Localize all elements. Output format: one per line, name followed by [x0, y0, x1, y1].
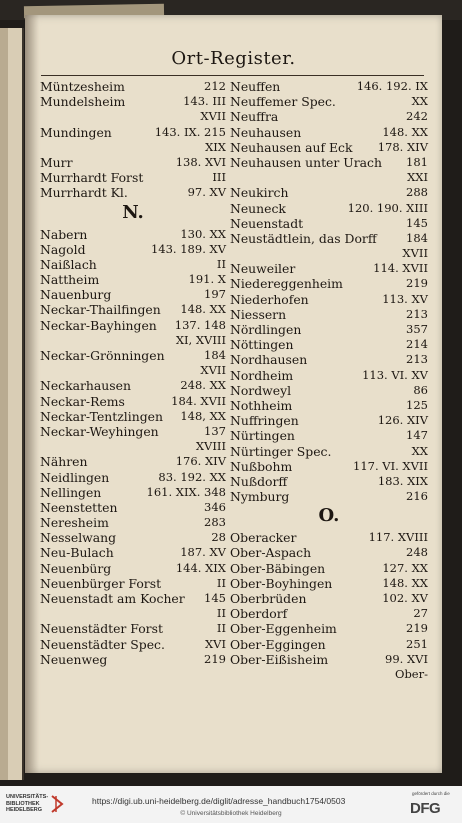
index-entry	[40, 637, 226, 652]
index-entry	[40, 500, 226, 515]
page-reference: 187. XV	[180, 545, 226, 560]
page-reference: 117. XVIII	[368, 530, 428, 545]
viewer-footer	[0, 786, 462, 823]
place-name: Nürtinger Spec.	[230, 443, 332, 459]
place-name: Neustädtlein, das Dorff	[230, 230, 377, 246]
index-entry	[40, 530, 226, 545]
page-reference: 144. XIX	[175, 560, 226, 575]
copyright-text: © Universitätsbibliothek Heidelberg	[180, 810, 282, 817]
index-entry	[40, 155, 226, 170]
place-name: Neidlingen	[40, 469, 110, 485]
page-reference: 145	[406, 215, 428, 230]
place-name: Nabern	[40, 226, 88, 242]
index-entry	[230, 667, 428, 682]
page-reference: 102. XV	[382, 591, 428, 605]
index-entry	[230, 307, 428, 322]
page-reference: 283	[204, 515, 226, 530]
index-entry	[230, 79, 428, 94]
page-reference: 251	[406, 636, 428, 651]
page-reference: II	[216, 606, 226, 621]
section-letter	[40, 201, 226, 227]
page-reference: 219	[406, 621, 428, 636]
page-reference: 248. XX	[180, 378, 226, 393]
page-reference: 212	[204, 79, 226, 93]
page-reference: 86	[413, 382, 428, 397]
page-reference: 288	[406, 185, 428, 200]
page-reference: XIX	[205, 139, 226, 154]
page-reference: 130. XX	[180, 226, 226, 241]
index-entry	[40, 439, 226, 454]
place-name: Müntzesheim	[40, 79, 125, 94]
index-entry	[40, 515, 226, 530]
index-entry	[230, 444, 428, 459]
place-name: Neuenbürg	[40, 560, 112, 576]
dfg-logo[interactable]: DFG	[410, 800, 441, 817]
place-name: Neckar-Thailfingen	[40, 302, 161, 318]
library-logo[interactable]: UNIVERSITÄTS- BIBLIOTHEK HEIDELBERG	[6, 794, 49, 813]
place-name: Oberbrüden	[230, 591, 307, 606]
section-heading: N.	[122, 201, 144, 223]
page-reference: 147	[406, 428, 428, 443]
index-entry	[230, 489, 428, 504]
place-name: Neuenstädter Forst	[40, 621, 163, 637]
page-reference: 113. VI. XV	[362, 367, 428, 382]
place-name: Neuhausen unter Urach	[230, 154, 382, 170]
index-entry	[40, 140, 226, 155]
place-name: Mundelsheim	[40, 94, 126, 110]
index-entry	[230, 652, 428, 667]
index-entry	[230, 606, 428, 621]
index-entry	[40, 394, 226, 409]
page-reference: 346	[204, 499, 226, 514]
place-name: Ober-Eißisheim	[230, 651, 329, 667]
page-reference: II	[216, 575, 226, 590]
page-reference: 27	[413, 606, 428, 621]
page-reference: XVII	[200, 363, 226, 378]
page-reference: XVI	[204, 636, 226, 651]
place-name: Neenstetten	[40, 499, 118, 515]
index-entry	[40, 576, 226, 591]
page-reference: 213	[406, 352, 428, 367]
page-reference: 143. 189. XV	[150, 241, 226, 256]
index-entry	[230, 170, 428, 185]
index-entry	[230, 94, 428, 109]
place-name: Nuffringen	[230, 413, 299, 429]
place-name: Murr	[40, 154, 73, 170]
index-entry	[230, 231, 428, 246]
page-reference: 137	[204, 423, 226, 438]
left-column	[40, 79, 226, 667]
index-entry	[40, 652, 226, 667]
index-entry	[230, 459, 428, 474]
page-reference: 120. 190. XIII	[347, 200, 428, 215]
page-reference: 197	[204, 287, 226, 302]
index-entry	[230, 368, 428, 383]
page-reference: 83. 192. XX	[158, 469, 226, 484]
page-reference: 117. VI. XVII	[353, 458, 428, 473]
page-reference: III	[212, 170, 226, 185]
page-reference: 183. XIX	[377, 473, 428, 488]
place-name: Neuffen	[230, 79, 281, 94]
place-name: Neresheim	[40, 515, 109, 531]
page-reference: 216	[406, 489, 428, 504]
place-name: Ober-Aspach	[230, 545, 312, 561]
page-reference: 143. III	[183, 94, 226, 109]
place-name: Neuffemer Spec.	[230, 94, 336, 110]
place-name: Murrhardt Forst	[40, 170, 144, 186]
page-reference: 143. IX. 215	[154, 124, 226, 139]
page-reference: 357	[406, 322, 428, 336]
page-reference: 125	[406, 397, 428, 412]
index-entry	[40, 378, 226, 393]
book-cover-edge	[0, 28, 24, 780]
page-reference: 213	[406, 306, 428, 321]
place-name: Nußbohm	[230, 458, 293, 474]
page-reference: Ober-	[395, 666, 428, 681]
index-entry	[230, 155, 428, 170]
page-reference: 191. X	[188, 272, 226, 287]
place-name: Murrhardt Kl.	[40, 185, 128, 201]
place-name: Nöttingen	[230, 337, 294, 353]
section-heading: O.	[318, 505, 340, 527]
index-entry	[230, 591, 428, 606]
index-entry	[40, 409, 226, 424]
page-reference: XI, XVIII	[175, 332, 226, 347]
index-entry	[230, 322, 428, 337]
index-entry	[230, 337, 428, 352]
index-entry	[40, 363, 226, 378]
index-entry	[40, 621, 226, 636]
place-name: Niedereggenheim	[230, 276, 343, 292]
index-entry	[230, 561, 428, 576]
index-entry	[40, 333, 226, 348]
place-name: Niessern	[230, 306, 287, 322]
document-url-link[interactable]: https://digi.ub.uni-heidelberg.de/diglit/adresse_handbuch1754/0503	[92, 796, 346, 806]
place-name: Nymburg	[230, 489, 290, 505]
page-reference: XXI	[407, 170, 428, 185]
page-reference: 148. XX	[180, 302, 226, 317]
index-entry	[230, 576, 428, 591]
page-reference: 242	[406, 109, 428, 124]
index-entry	[230, 398, 428, 413]
page-reference: 148. XX	[382, 124, 428, 139]
place-name: Oberacker	[230, 530, 297, 546]
index-entry	[40, 470, 226, 485]
place-name: Ober-Eggenheim	[230, 621, 337, 637]
page-reference: 161. XIX. 348	[146, 484, 226, 499]
index-entry	[40, 257, 226, 272]
index-entry	[230, 428, 428, 443]
index-entry	[230, 383, 428, 398]
index-entry	[40, 302, 226, 317]
index-entry	[40, 242, 226, 257]
page-reference: 181	[406, 154, 428, 169]
page-reference: 184	[406, 230, 428, 245]
header-rule	[41, 75, 424, 76]
page-reference: 114. XVII	[373, 261, 428, 276]
place-name: Neckar-Bayhingen	[40, 317, 157, 333]
page-reference: 138. XVI	[175, 154, 226, 169]
index-entry	[40, 227, 226, 242]
index-entry	[230, 261, 428, 276]
index-entry	[230, 413, 428, 428]
place-name: Neukirch	[230, 185, 289, 201]
index-entry	[40, 591, 226, 606]
index-entry	[40, 348, 226, 363]
page-reference: XVII	[402, 246, 428, 261]
index-entry	[230, 109, 428, 124]
index-entry	[40, 109, 226, 124]
page-reference: 113. XV	[382, 291, 428, 306]
place-name: Neuhausen auf Eck	[230, 139, 353, 155]
section-letter	[230, 504, 428, 530]
place-name: Nordweyl	[230, 382, 292, 398]
index-entry	[40, 545, 226, 560]
place-name: Neuneck	[230, 200, 286, 216]
index-entry	[40, 561, 226, 576]
place-name: Nattheim	[40, 272, 100, 288]
place-name: Nürtingen	[230, 428, 295, 444]
place-name: Ober-Boyhingen	[230, 575, 333, 591]
page-header: Ort-Register.	[171, 48, 296, 69]
place-name: Nellingen	[40, 484, 102, 500]
page-reference: 97. XV	[187, 185, 226, 200]
page-reference: 148. XX	[382, 575, 428, 590]
index-entry	[230, 140, 428, 155]
place-name: Neu-Bulach	[40, 545, 114, 561]
page-reference: 146. 192. IX	[356, 79, 428, 93]
place-name: Neuweiler	[230, 261, 296, 277]
page-reference: 28	[211, 530, 226, 545]
book-page	[25, 15, 442, 773]
place-name: Nordheim	[230, 367, 294, 383]
page-reference: II	[216, 256, 226, 271]
place-name: Naißlach	[40, 256, 97, 272]
index-entry	[40, 424, 226, 439]
page-reference: 137. 148	[174, 317, 226, 332]
index-entry	[230, 474, 428, 489]
place-name: Nothheim	[230, 397, 293, 413]
index-entry	[40, 185, 226, 200]
index-entry	[230, 292, 428, 307]
index-entry	[230, 276, 428, 291]
page-reference: 145	[204, 591, 226, 605]
place-name: Neckar-Grönningen	[40, 348, 165, 363]
place-name: Nesselwang	[40, 530, 117, 546]
page-reference: XX	[411, 94, 428, 109]
page-reference: 248	[406, 545, 428, 560]
place-name: Neckar-Weyhingen	[40, 423, 159, 439]
index-entry	[230, 185, 428, 200]
index-entry	[40, 454, 226, 469]
place-name: Neuenstädter Spec.	[40, 636, 165, 652]
page-reference: 184	[204, 348, 226, 362]
place-name: Neckar-Rems	[40, 393, 125, 409]
page-reference: 184. XVII	[171, 393, 226, 408]
index-entry	[230, 530, 428, 545]
place-name: Neuffra	[230, 109, 279, 125]
place-name: Neuenbürger Forst	[40, 575, 162, 591]
page-reference: XVII	[200, 109, 226, 124]
page-reference: 214	[406, 337, 428, 352]
place-name: Neuenweg	[40, 651, 108, 667]
place-name: Ober-Bäbingen	[230, 560, 326, 576]
index-entry	[40, 485, 226, 500]
page-reference: 219	[406, 276, 428, 291]
index-entry	[40, 125, 226, 140]
place-name: Neckar-Tentzlingen	[40, 408, 163, 424]
page-reference: 219	[204, 651, 226, 666]
place-name: Neuhausen	[230, 124, 302, 140]
index-entry	[230, 216, 428, 231]
place-name: Oberdorf	[230, 606, 288, 622]
place-name: Mundingen	[40, 124, 112, 140]
index-entry	[230, 125, 428, 140]
index-entry	[40, 170, 226, 185]
index-entry	[230, 637, 428, 652]
page-reference: 176. XIV	[175, 454, 226, 469]
page-reference: XVIII	[195, 439, 226, 454]
page-reference: 127. XX	[382, 560, 428, 575]
place-name: Nördlingen	[230, 322, 302, 337]
index-entry	[40, 79, 226, 94]
page-reference: 99. XVI	[385, 651, 428, 666]
place-name: Nußdorff	[230, 473, 288, 489]
place-name: Ober-Eggingen	[230, 636, 326, 652]
place-name: Neuenstadt am Kocher	[40, 591, 185, 606]
index-entry	[230, 246, 428, 261]
page-reference: XX	[411, 443, 428, 458]
funder-caption: gefördert durch die	[412, 791, 450, 796]
index-entry	[40, 318, 226, 333]
page-reference: II	[216, 621, 226, 636]
place-name: Neuenstadt	[230, 215, 304, 231]
page-reference: 126. XIV	[377, 413, 428, 428]
place-name: Nauenburg	[40, 287, 112, 303]
index-entry	[40, 287, 226, 302]
place-name: Nähren	[40, 454, 88, 470]
index-entry	[230, 352, 428, 367]
index-entry	[40, 606, 226, 621]
place-name: Nagold	[40, 241, 86, 257]
index-entry	[40, 272, 226, 287]
place-name: Niederhofen	[230, 291, 309, 307]
right-column	[230, 79, 428, 682]
place-name: Nordhausen	[230, 352, 308, 368]
place-name: Neckarhausen	[40, 378, 131, 394]
page-reference: 148, XX	[180, 408, 226, 423]
index-entry	[230, 201, 428, 216]
index-entry	[40, 94, 226, 109]
index-entry	[230, 621, 428, 636]
index-entry	[230, 545, 428, 560]
page-reference: 178. XIV	[377, 139, 428, 154]
